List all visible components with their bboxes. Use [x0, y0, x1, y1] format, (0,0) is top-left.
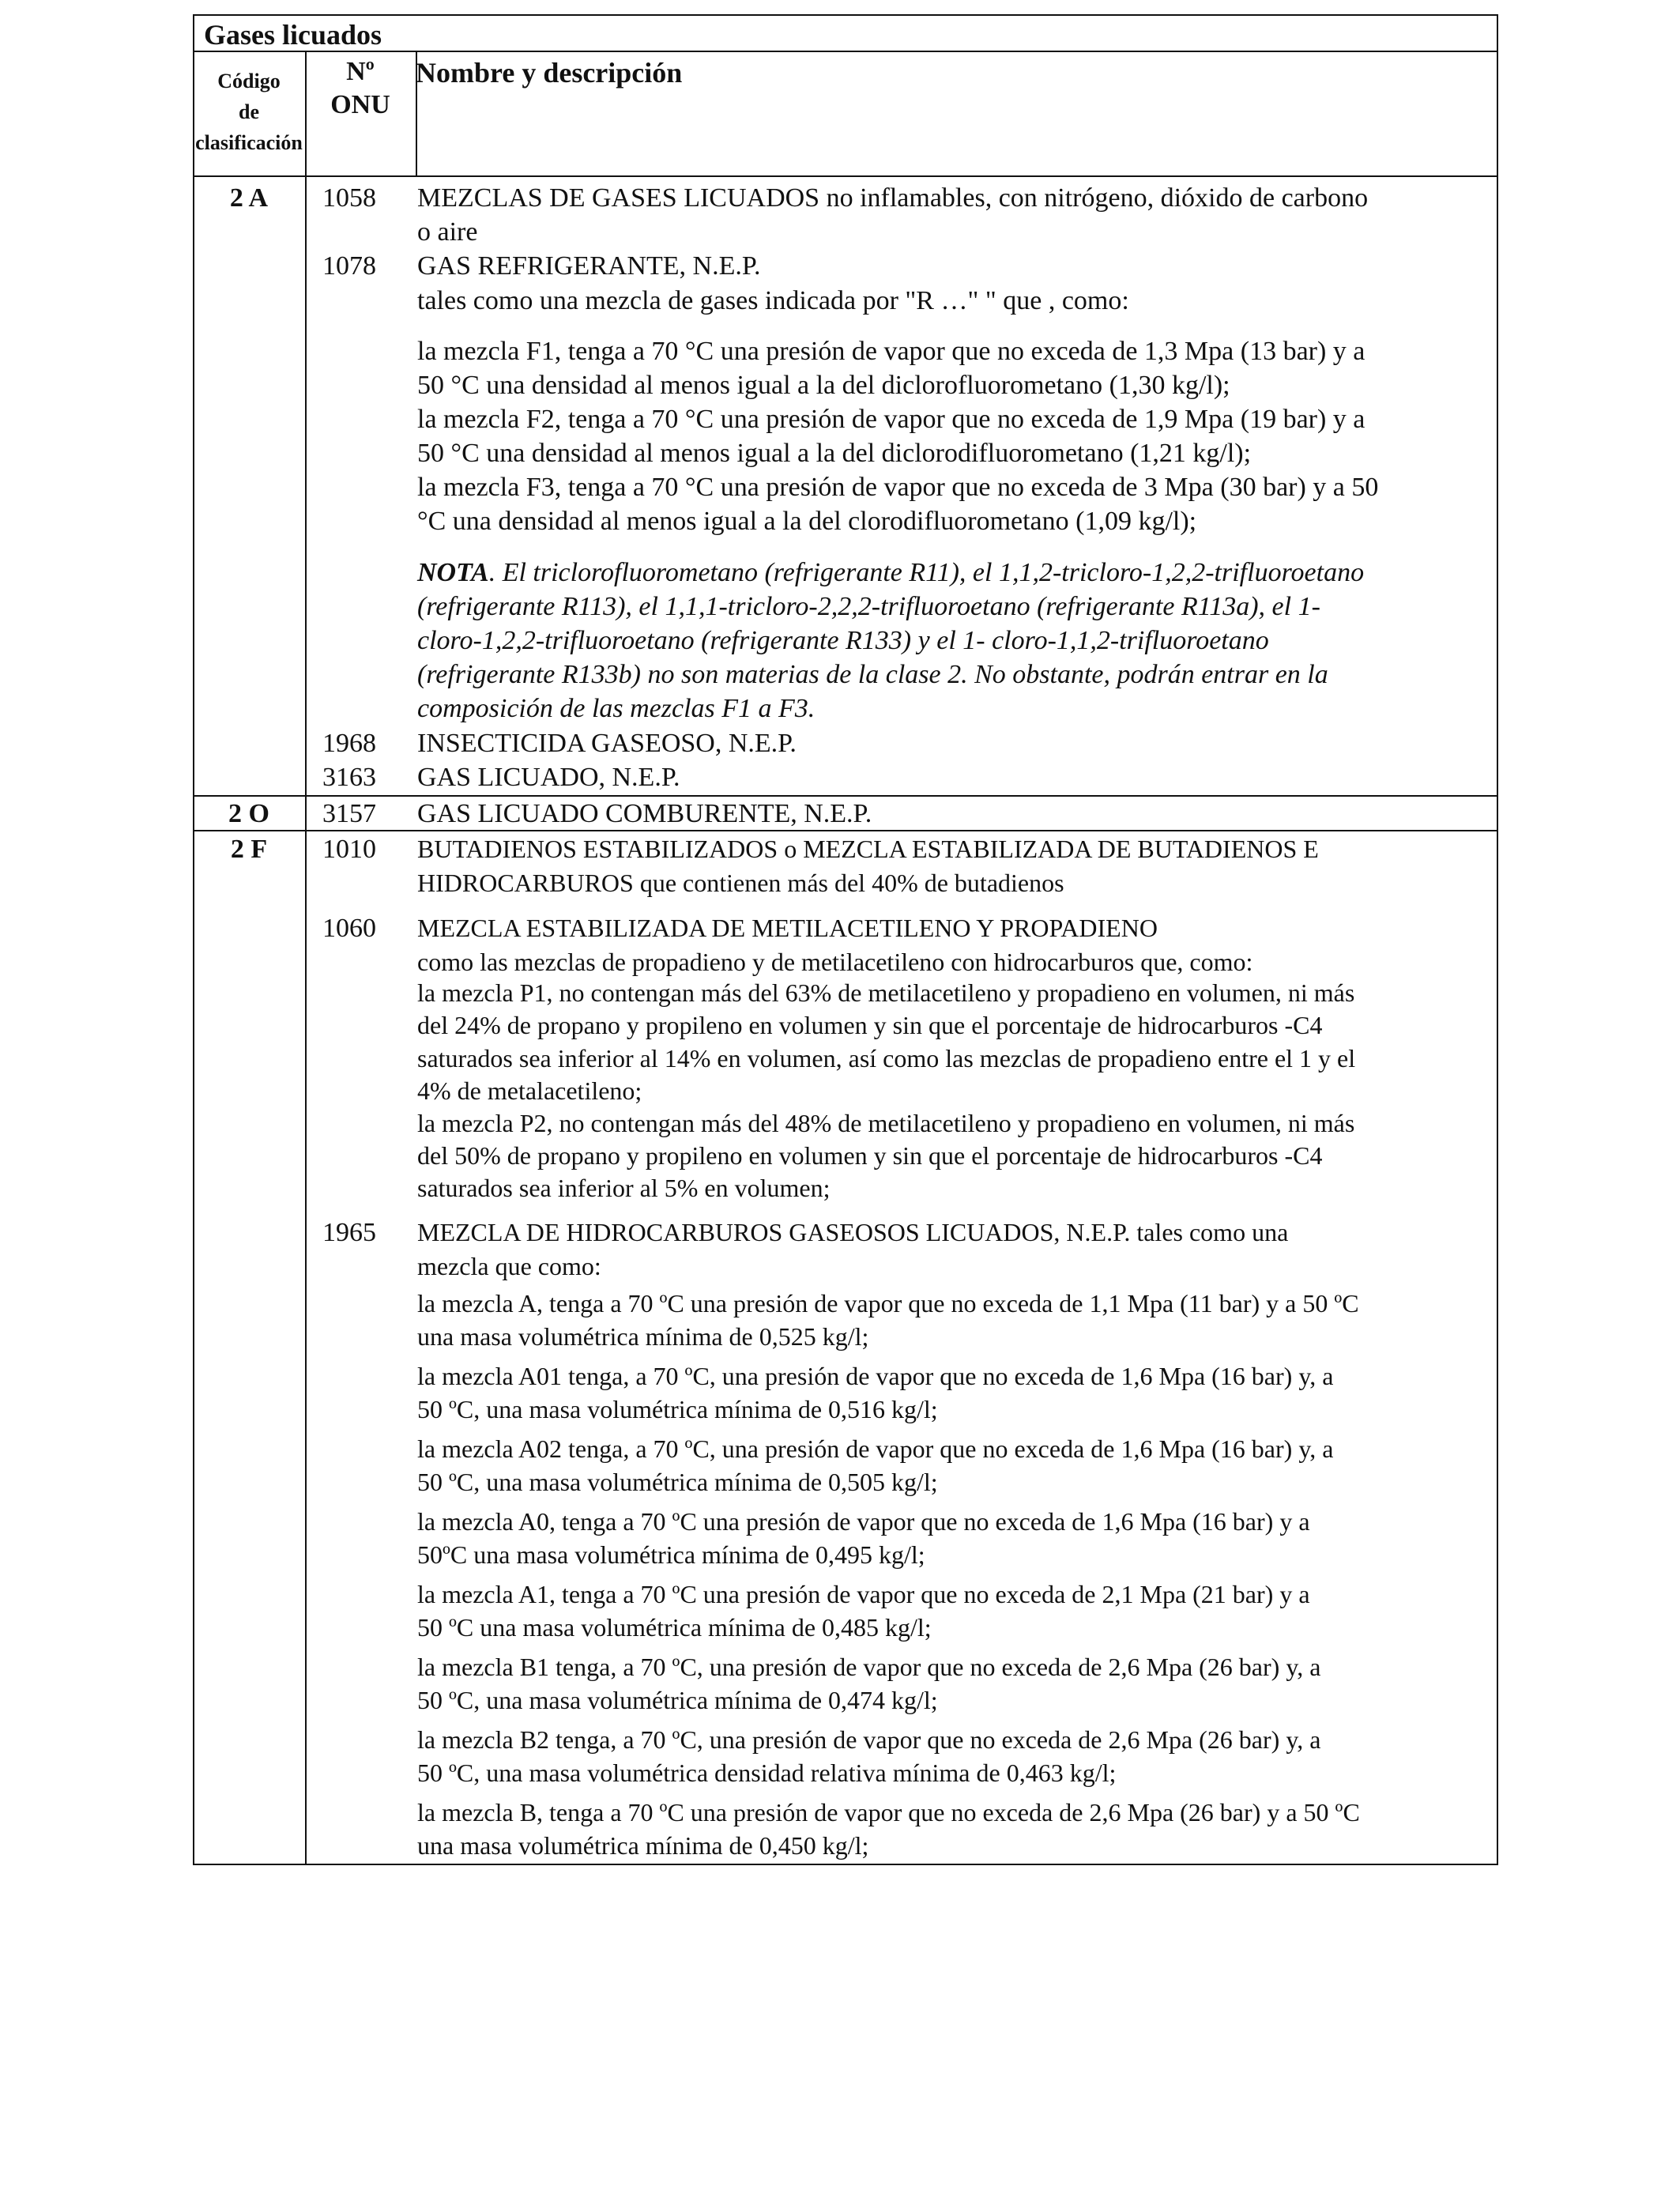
mezcla-a-line1: la mezcla A, tenga a 70 ºC una presión de vapor que no exceda de 1,1 Mpa (11 bar) y a 50 ºC — [417, 1289, 1359, 1318]
table-title: Gases licuados — [204, 19, 382, 51]
title-divider — [193, 51, 1498, 52]
mezcla-a-line2: una masa volumétrica mínima de 0,525 kg/l; — [417, 1322, 869, 1351]
mezcla-f-line2: 50 °C una densidad al menos igual a la del diclorofluorometano (1,30 kg/l); — [417, 371, 1230, 400]
table-border-top — [193, 14, 1498, 16]
desc-1078-line2: tales como una mezcla de gases indicada por "R …" " que , como: — [417, 286, 1129, 315]
nota-line4: (refrigerante R133b) no son materias de la clase 2. No obstante, podrán entrar en la — [417, 660, 1328, 689]
mezcla-a02-line1: la mezcla A02 tenga, a 70 ºC, una presión de vapor que no exceda de 1,6 Mpa (16 bar) y, a — [417, 1434, 1334, 1463]
desc-1058-line2: o aire — [417, 217, 478, 247]
mezcla-a0-line1: la mezcla A0, tenga a 70 ºC una presión de vapor que no exceda de 1,6 Mpa (16 bar) y a — [417, 1507, 1310, 1536]
mezcla-f-line6: °C una densidad al menos igual a la del clorodifluorometano (1,09 kg/l); — [417, 507, 1197, 536]
desc-1965-line1: MEZCLA DE HIDROCARBUROS GASEOSOS LICUADOS, N.E.P. tales como una — [417, 1218, 1289, 1246]
header-nombre: Nombre y descripción — [416, 57, 683, 89]
nota-line3: cloro-1,2,2-trifluoroetano (refrigerante R133) y el 1- cloro-1,1,2-trifluoroetano — [417, 626, 1269, 655]
onu-1058: 1058 — [322, 183, 376, 213]
mezcla-a1-line2: 50 ºC una masa volumétrica mínima de 0,485 kg/l; — [417, 1613, 932, 1642]
mezcla-a01-line2: 50 ºC, una masa volumétrica mínima de 0,516 kg/l; — [417, 1395, 938, 1423]
mezcla-f-line4: 50 °C una densidad al menos igual a la del diclorodifluorometano (1,21 kg/l); — [417, 439, 1252, 468]
onu-1968: 1968 — [322, 729, 376, 758]
desc-1060-line8: del 50% de propano y propileno en volumen y sin que el porcentaje de hidrocarburos -C4 — [417, 1141, 1323, 1170]
onu-3157: 3157 — [322, 799, 376, 828]
header-onu-line2: ONU — [330, 90, 390, 119]
desc-1968: INSECTICIDA GASEOSO, N.E.P. — [417, 729, 797, 758]
desc-1060-line6: 4% de metalacetileno; — [417, 1076, 642, 1105]
section-divider-2o — [193, 795, 1498, 797]
desc-1060-line2: como las mezclas de propadieno y de metilacetileno con hidrocarburos que, como: — [417, 948, 1253, 976]
nota-line2: (refrigerante R113), el 1,1,1-tricloro-2,2,2-trifluoroetano (refrigerante R113a), el 1- — [417, 592, 1320, 621]
desc-1060-line4: del 24% de propano y propileno en volumen y sin que el porcentaje de hidrocarburos -C4 — [417, 1011, 1323, 1039]
mezcla-b2-line2: 50 ºC, una masa volumétrica densidad relativa mínima de 0,463 kg/l; — [417, 1759, 1117, 1787]
desc-1060-line5: saturados sea inferior al 14% en volumen, así como las mezclas de propadieno entre el 1 y el — [417, 1044, 1356, 1072]
class-code-2a: 2 A — [229, 183, 269, 213]
nota-line1-text: . El triclorofluorometano (refrigerante R11), el 1,1,2-tricloro-1,2,2-trifluoroetano — [488, 558, 1365, 587]
mezcla-b-line2: una masa volumétrica mínima de 0,450 kg/l; — [417, 1831, 869, 1860]
desc-1060-line1: MEZCLA ESTABILIZADA DE METILACETILENO Y PROPADIENO — [417, 914, 1158, 942]
desc-3163: GAS LICUADO, N.E.P. — [417, 763, 680, 792]
nota-label: NOTA — [417, 558, 489, 587]
class-code-2o: 2 O — [228, 799, 269, 828]
onu-1060: 1060 — [322, 914, 376, 943]
onu-1965: 1965 — [322, 1218, 376, 1247]
mezcla-f-line3: la mezcla F2, tenga a 70 °C una presión de vapor que no exceda de 1,9 Mpa (19 bar) y a — [417, 405, 1365, 434]
mezcla-b-line1: la mezcla B, tenga a 70 ºC una presión de vapor que no exceda de 2,6 Mpa (26 bar) y a 50 ºC — [417, 1798, 1360, 1826]
desc-1010-line2: HIDROCARBUROS que contienen más del 40% de butadienos — [417, 869, 1064, 897]
mezcla-b2-line1: la mezcla B2 tenga, a 70 ºC, una presión de vapor que no exceda de 2,6 Mpa (26 bar) y, a — [417, 1725, 1321, 1754]
desc-1060-line7: la mezcla P2, no contengan más del 48% de metilacetileno y propadieno en volumen, ni más — [417, 1109, 1355, 1137]
onu-3163: 3163 — [322, 763, 376, 792]
mezcla-f-line5: la mezcla F3, tenga a 70 °C una presión de vapor que no exceda de 3 Mpa (30 bar) y a 50 — [417, 473, 1379, 502]
mezcla-b1-line1: la mezcla B1 tenga, a 70 ºC, una presión de vapor que no exceda de 2,6 Mpa (26 bar) y, a — [417, 1653, 1321, 1681]
header-codigo-line1: Código — [217, 70, 281, 92]
mezcla-a01-line1: la mezcla A01 tenga, a 70 ºC, una presión de vapor que no exceda de 1,6 Mpa (16 bar) y, a — [417, 1362, 1334, 1390]
table-border-left — [193, 14, 194, 1865]
desc-1060-line9: saturados sea inferior al 5% en volumen; — [417, 1174, 831, 1202]
onu-1078: 1078 — [322, 251, 376, 281]
desc-1060-line3: la mezcla P1, no contengan más del 63% de metilacetileno y propadieno en volumen, ni más — [417, 978, 1355, 1007]
header-onu-line1: Nº — [346, 57, 375, 86]
desc-1010-line1: BUTADIENOS ESTABILIZADOS o MEZCLA ESTABILIZADA DE BUTADIENOS E — [417, 835, 1319, 863]
header-codigo-line2: de — [239, 100, 259, 123]
mezcla-a0-line2: 50ºC una masa volumétrica mínima de 0,495 kg/l; — [417, 1540, 925, 1569]
table-border-bottom — [193, 1864, 1498, 1865]
table-border-right — [1497, 14, 1498, 1865]
mezcla-b1-line2: 50 ºC, una masa volumétrica mínima de 0,474 kg/l; — [417, 1686, 938, 1714]
mezcla-a02-line2: 50 ºC, una masa volumétrica mínima de 0,505 kg/l; — [417, 1468, 938, 1496]
gases-licuados-table — [193, 14, 1498, 1865]
class-code-2f: 2 F — [230, 835, 268, 864]
mezcla-f-line1: la mezcla F1, tenga a 70 °C una presión de vapor que no exceda de 1,3 Mpa (13 bar) y a — [417, 337, 1365, 366]
mezcla-a1-line1: la mezcla A1, tenga a 70 ºC una presión de vapor que no exceda de 2,1 Mpa (21 bar) y a — [417, 1580, 1310, 1608]
header-codigo-line3: clasificación — [195, 131, 303, 154]
desc-3157: GAS LICUADO COMBURENTE, N.E.P. — [417, 799, 872, 828]
desc-1078-line1: GAS REFRIGERANTE, N.E.P. — [417, 251, 761, 281]
header-divider — [193, 175, 1498, 177]
nota-line5: composición de las mezclas F1 a F3. — [417, 694, 816, 723]
section-divider-2f — [193, 830, 1498, 831]
nota-line1 — [417, 560, 1364, 586]
desc-1058-line1: MEZCLAS DE GASES LICUADOS no inflamables, con nitrógeno, dióxido de carbono — [417, 183, 1369, 213]
column-divider-1 — [305, 51, 307, 1865]
onu-1010: 1010 — [322, 835, 376, 864]
desc-1965-line2: mezcla que como: — [417, 1252, 601, 1280]
